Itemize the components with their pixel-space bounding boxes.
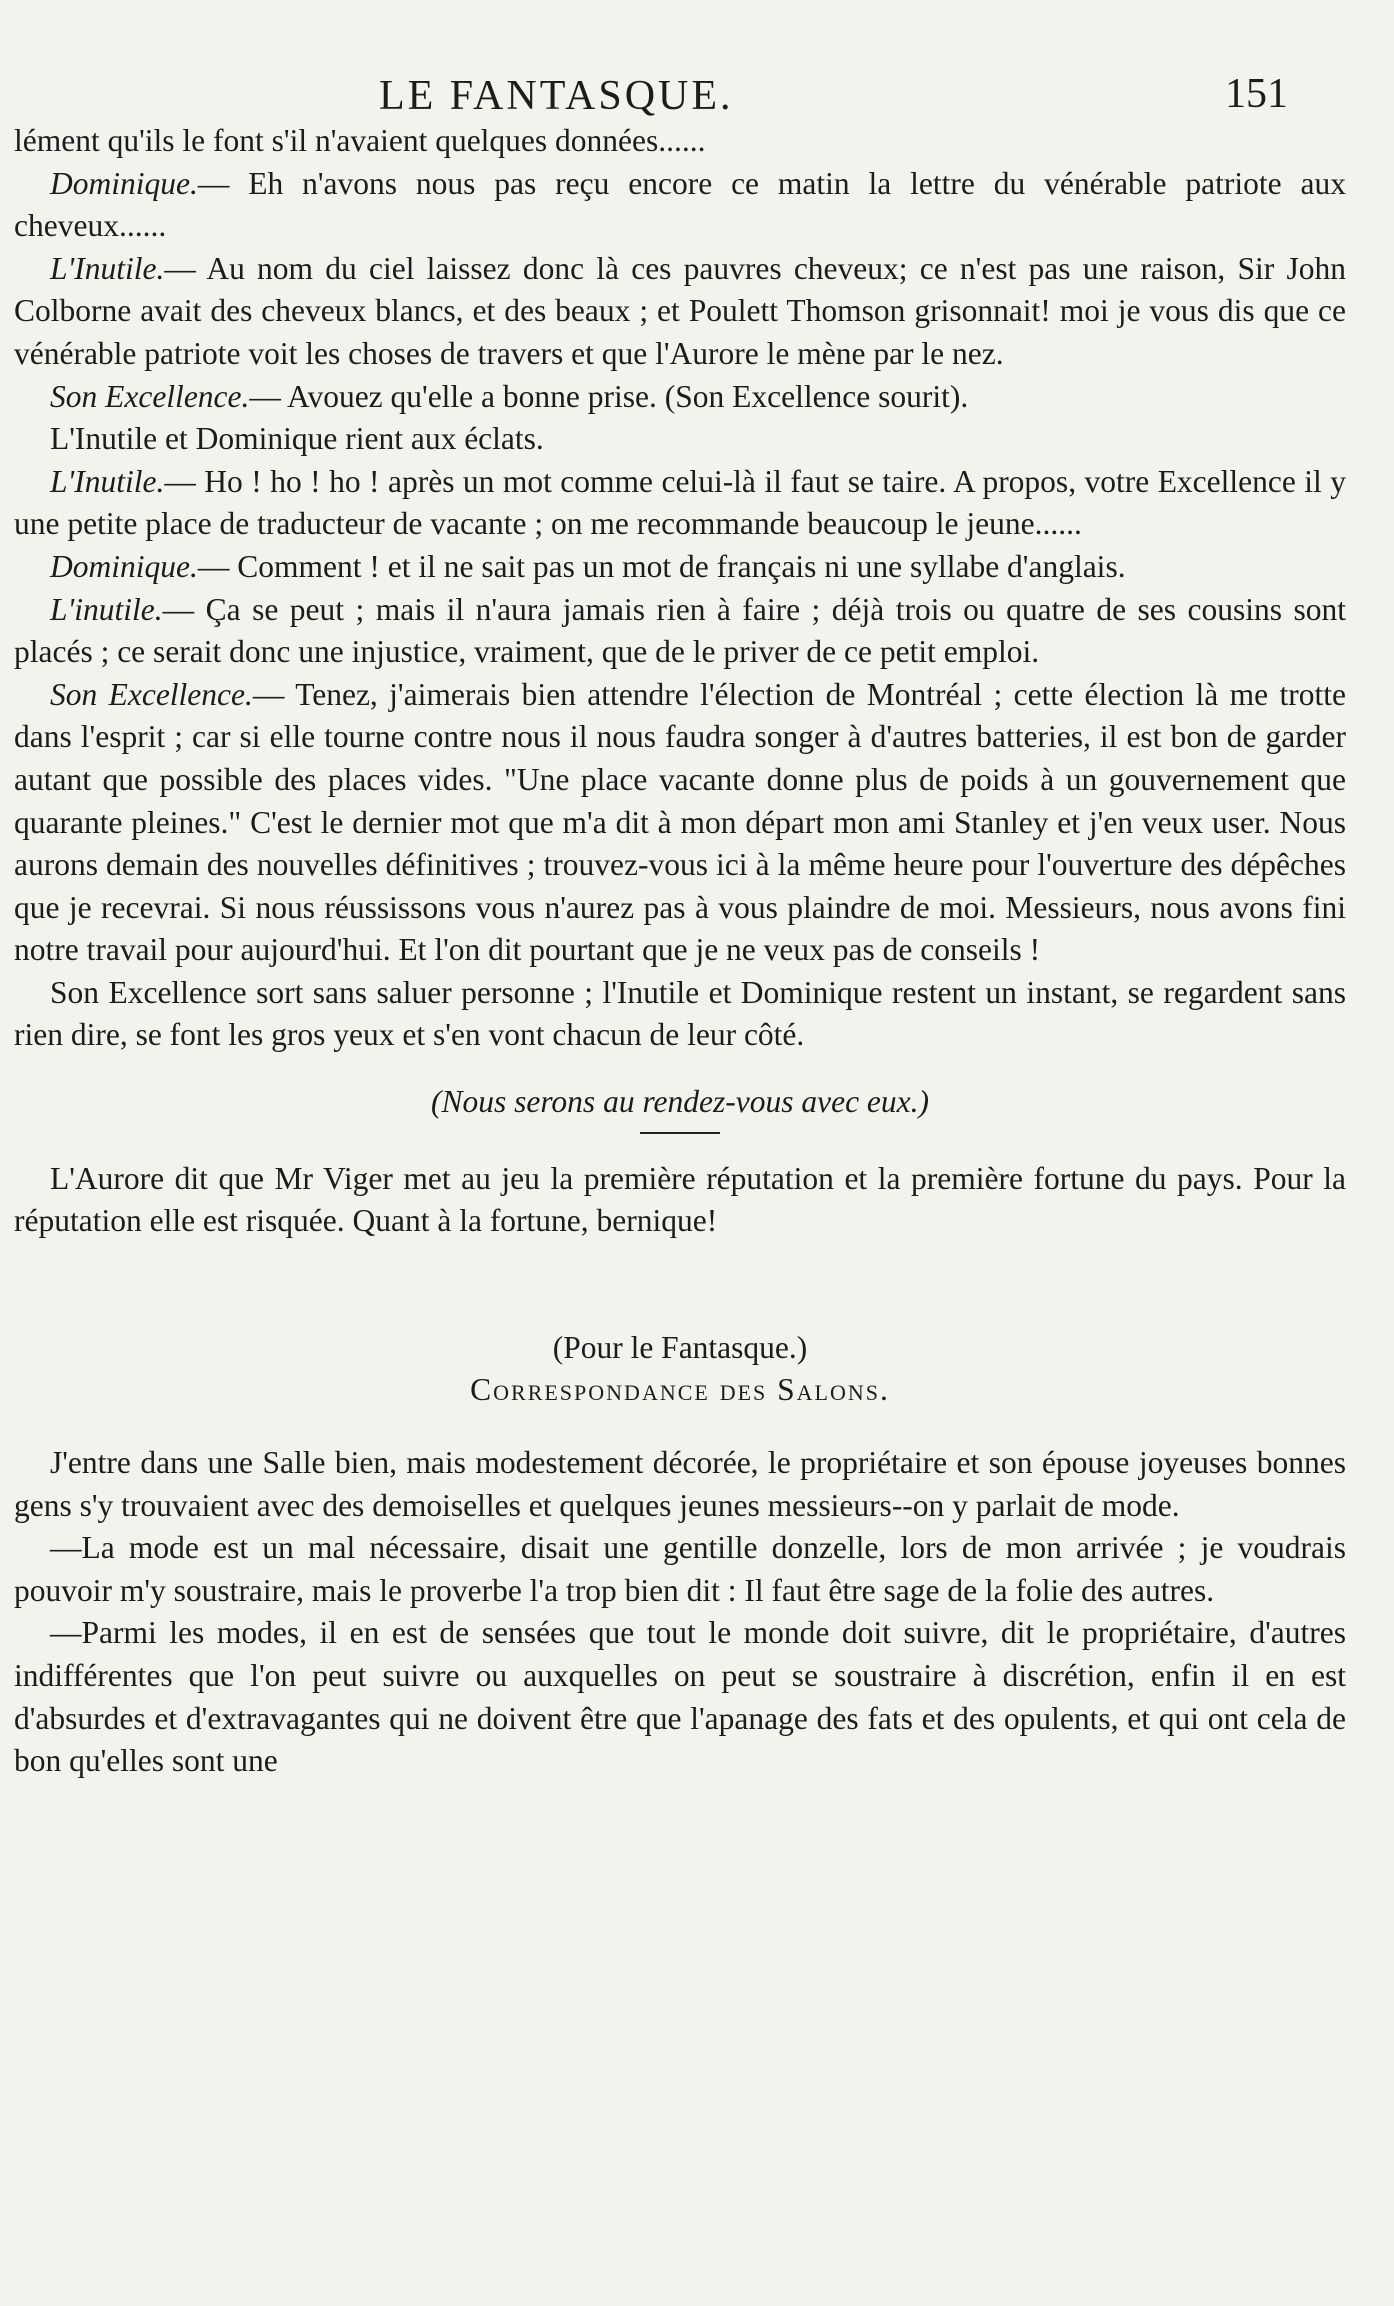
article-body [14, 120, 1346, 1783]
speaker-name: Son Excellence. [50, 378, 250, 414]
separator-rule [640, 1132, 720, 1134]
aurore-note: L'Aurore dit que Mr Viger met au jeu la première réputation et la première fortune du pays. Pour la réputation elle est risquée. Quant à la fortune, bernique! [14, 1160, 1346, 1239]
signoff: (Nous serons au rendez-vous avec eux.) [430, 1084, 930, 1120]
speaker-name: L'Inutile. [50, 250, 165, 286]
dialogue-text: — Tenez, j'aimerais bien attendre l'élection de Montréal ; cette élection là me trotte dans l'esprit ; car si elle tourne contre nous il nous faudra songer à d'autres batteries, il est bon de garder autant que possible des places vides. "Une place vacante donne plus de poids à un gouvernement que quarante pleines." C'est le dernier mot que m'a dit à mon départ mon ami Stanley et j'en veux user. Nous aurons demain des nouvelles définitives ; trouvez-vous ici à la même heure pour l'ouverture des dépêches que je recevrai. Si nous réussissons vous n'aurez pas à vous plaindre de moi. Messieurs, nous avons fini notre travail pour aujourd'hui. Et l'on dit pourtant que je ne veux pas de conseils ! [14, 676, 1346, 968]
dialogue-line [14, 163, 1346, 248]
byline: (Pour le Fantasque.) [552, 1329, 808, 1365]
dialogue-line [14, 418, 1346, 461]
speaker-name: Dominique. [50, 165, 198, 201]
dialogue-line [14, 546, 1346, 589]
dialogue-text: — Comment ! et il ne sait pas un mot de français ni une syllabe d'anglais. [197, 548, 1126, 584]
dialogue-text: lément qu'ils le font s'il n'avaient quelques données...... [14, 123, 706, 158]
section-title: Correspondance des Salons. [470, 1372, 890, 1408]
dialogue-line [14, 674, 1346, 972]
dialogue-text: Son Excellence sort sans saluer personne ; l'Inutile et Dominique restent un instant, se regardent sans rien dire, se font les gros yeux et s'en vont chacun de leur côté. [14, 974, 1346, 1053]
speaker-name: Son Excellence. [50, 676, 253, 712]
dialogue-line [14, 461, 1346, 546]
dialogue-text: — Au nom du ciel laissez donc là ces pauvres cheveux; ce n'est pas une raison, Sir John Colborne avait des cheveux blancs, et des beaux ; et Poulett Thomson grisonnait! moi je vous dis que ce vénérable patriote voit les choses de travers et que l'Aurore le mène par le nez. [14, 250, 1346, 371]
correspondance-paragraph: J'entre dans une Salle bien, mais modestement décorée, le propriétaire et son épouse joyeuses bonnes gens s'y trouvaient avec des demoiselles et quelques jeunes messieurs--on y parlait de mode. [14, 1445, 1346, 1523]
running-title: LE FANTASQUE. [379, 73, 734, 119]
dialogue-text: — Ho ! ho ! ho ! après un mot comme celui-là il faut se taire. A propos, votre Excellence il y une petite place de traducteur de vacante ; on me recommande beaucoup le jeune...... [14, 463, 1346, 542]
page-number: 151 [1225, 71, 1288, 117]
dialogue-line [14, 120, 1346, 163]
dialogue-line [14, 376, 1346, 419]
speaker-name: Dominique. [50, 548, 198, 584]
dialogue-text: — Avouez qu'elle a bonne prise. (Son Excellence sourit). [249, 378, 969, 414]
dialogue-text: L'Inutile et Dominique rient aux éclats. [50, 421, 544, 457]
speaker-name: L'Inutile. [50, 463, 165, 499]
correspondance-paragraph: —Parmi les modes, il en est de sensées que tout le monde doit suivre, dit le propriétaire, d'autres indifférentes que l'on peut suivre ou auxquelles on peut se soustraire à discrétion, enfin il en est d'absurdes et d'extravagantes qui ne doivent être que l'apanage des fats et des opulents, et qui ont cela de bon qu'elles sont une [14, 1615, 1346, 1779]
speaker-name: L'inutile. [50, 591, 163, 627]
dialogue-line [14, 972, 1346, 1057]
dialogue-line [14, 589, 1346, 674]
dialogue-text: — Ça se peut ; mais il n'aura jamais rien à faire ; déjà trois ou quatre de ses cousins sont placés ; ce serait donc une injustice, vraiment, que de le priver de ce petit emploi. [14, 591, 1346, 670]
page-header [14, 0, 1346, 120]
dialogue-text: — Eh n'avons nous pas reçu encore ce matin la lettre du vénérable patriote aux cheveux...... [14, 165, 1346, 244]
correspondance-paragraph: —La mode est un mal nécessaire, disait une gentille donzelle, lors de mon arrivée ; je voudrais pouvoir m'y soustraire, mais le proverbe l'a trop bien dit : Il faut être sage de la folie des autres. [14, 1530, 1346, 1608]
dialogue-line [14, 248, 1346, 376]
